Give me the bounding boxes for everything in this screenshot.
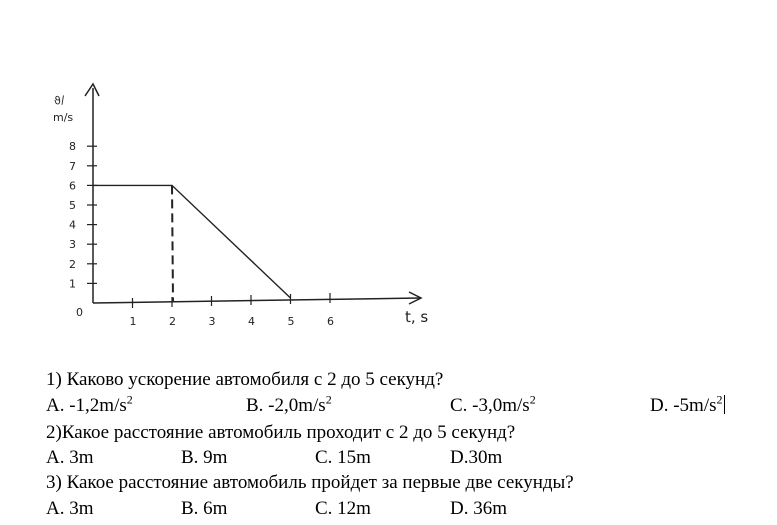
option-label: A. -1,2m/s (46, 395, 127, 416)
x-tick-label: 2 (169, 315, 176, 328)
origin-label: 0 (76, 306, 83, 319)
option-exponent: 2 (325, 392, 332, 407)
x-axis-label: t, s (405, 308, 429, 326)
x-tick-label: 5 (287, 315, 295, 328)
x-axis-ticks (130, 293, 335, 328)
y-tick-label: 6 (69, 179, 76, 193)
q2-option-b[interactable]: B. 9m (181, 447, 228, 468)
text-cursor (724, 395, 725, 414)
question-2: 2)Какое расстояние автомобиль проходит с 2 до 5 секунд? (46, 422, 516, 443)
q2-option-a[interactable]: A. 3m (46, 447, 94, 468)
option-label: C. -3,0m/s (450, 395, 530, 416)
y-tick-label: 2 (69, 257, 76, 271)
velocity-line (93, 185, 291, 298)
q3-option-d[interactable]: D. 36m (450, 498, 507, 519)
q1-option-a[interactable] (46, 394, 133, 418)
y-axis-arrow (85, 84, 99, 96)
q1-option-c[interactable] (450, 394, 536, 418)
y-tick-label: 8 (69, 140, 76, 154)
y-tick-label: 5 (69, 199, 76, 212)
x-tick-label: 3 (208, 315, 216, 328)
option-exponent: 2 (126, 392, 133, 407)
y-tick-label: 1 (69, 277, 76, 291)
option-label: D. -5m/s (650, 395, 717, 416)
plot-area (93, 185, 291, 301)
q2-option-c[interactable]: C. 15m (315, 447, 371, 468)
y-axis-label-unit: m/s (53, 111, 74, 124)
x-axis (93, 298, 420, 303)
x-tick-label: 4 (248, 315, 255, 328)
x-tick-label: 6 (327, 315, 334, 328)
question-3: 3) Какое расстояние автомобиль пройдет за первые две секунды? (46, 472, 574, 493)
question-1: 1) Каково ускорение автомобиля с 2 до 5 секунд? (46, 369, 444, 390)
x-tick-label: 1 (129, 315, 137, 328)
option-label: B. -2,0m/s (246, 395, 326, 416)
q1-option-d[interactable] (650, 394, 725, 418)
y-tick-label: 4 (69, 218, 76, 232)
q3-option-c[interactable]: C. 12m (315, 498, 371, 519)
option-exponent: 2 (529, 392, 536, 407)
option-exponent: 2 (716, 392, 723, 407)
y-tick-label: 7 (69, 159, 76, 173)
y-tick-label: 3 (69, 238, 76, 252)
q3-option-b[interactable]: B. 6m (181, 498, 228, 519)
y-axis-label-symbol: ϑ/ (53, 93, 66, 108)
q1-option-b[interactable] (246, 394, 332, 418)
dashed-marker-line (172, 185, 173, 301)
q2-option-d[interactable]: D.30m (450, 447, 503, 468)
q3-option-a[interactable]: A. 3m (46, 498, 94, 519)
